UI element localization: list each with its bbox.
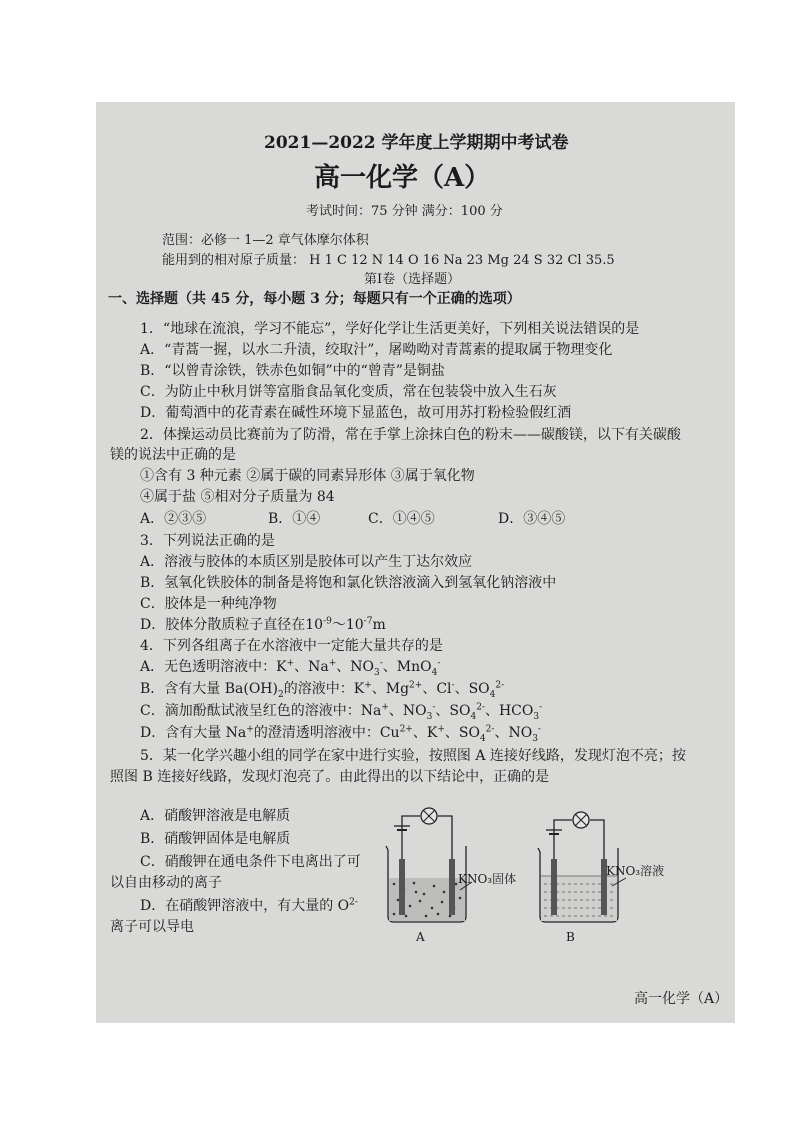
q3-d-unit: m bbox=[372, 617, 386, 633]
ion-sub: 4 bbox=[470, 711, 477, 722]
q4-b-prefix: B．含有大量 Ba(OH) bbox=[140, 681, 278, 697]
ion-charge: + bbox=[364, 680, 372, 691]
sep: 、 bbox=[371, 681, 386, 697]
q5-option-b: B．硝酸钾固体是电解质 bbox=[140, 831, 291, 847]
sep: 、 bbox=[412, 725, 427, 741]
q2-option-d: D．③④⑤ bbox=[498, 511, 566, 527]
ion-charge: - bbox=[451, 680, 455, 691]
ion-charge: + bbox=[437, 724, 445, 735]
q2-option-b: B．①④ bbox=[268, 511, 321, 527]
q3-d-ten: 10 bbox=[305, 617, 324, 633]
atomic-mass-list: 能用到的相对原子质量： H 1 C 12 N 14 O 16 Na 23 Mg 24 S 32 Cl 35.5 bbox=[162, 253, 615, 268]
section-title: 第Ⅰ卷（选择题） bbox=[364, 272, 461, 287]
exam-scope: 范围：必修一 1—2 章气体摩尔体积 bbox=[162, 233, 369, 248]
q4-option-a bbox=[140, 658, 440, 676]
ion-charge: 2- bbox=[495, 680, 505, 691]
q1-option-a: A．“青蒿一握，以水二升渍，绞取汁”，屠呦呦对青蒿素的提取属于物理变化 bbox=[140, 342, 613, 358]
ion-so: SO bbox=[449, 703, 471, 719]
q3-option-d bbox=[140, 616, 386, 634]
q3-stem: 3．下列说法正确的是 bbox=[140, 533, 275, 549]
ion-charge: 2- bbox=[349, 897, 358, 908]
sep: 、 bbox=[484, 703, 499, 719]
q4-b-mid: 的溶液中：K bbox=[283, 681, 365, 697]
ion-sub: 3 bbox=[426, 711, 433, 722]
ion-sub: 2 bbox=[277, 689, 284, 700]
ion-charge: + bbox=[328, 658, 337, 669]
ion-mno: MnO bbox=[396, 659, 432, 675]
q3-option-b: B．氢氧化铁胶体的制备是将饱和氯化铁溶液滴入到氢氧化钠溶液中 bbox=[140, 575, 557, 591]
ion-charge: + bbox=[381, 702, 389, 713]
ion-sub: 4 bbox=[489, 689, 496, 700]
q2-option-c: C．①④⑤ bbox=[368, 511, 435, 527]
q3-d-tilde: ～ bbox=[331, 617, 346, 633]
part1-heading: 一、选择题（共 45 分，每小题 3 分；每题只有一个正确的选项） bbox=[108, 291, 521, 307]
sep: 、 bbox=[454, 681, 469, 697]
q5-stem-line2: 照图 B 连接好线路，发现灯泡亮了。由此得出的以下结论中，正确的是 bbox=[110, 769, 550, 785]
sep: 、 bbox=[444, 725, 459, 741]
ion-sub: 3 bbox=[533, 711, 540, 722]
q4-option-c bbox=[140, 702, 542, 720]
ion-so: SO bbox=[458, 725, 480, 741]
figure-a-caption: A bbox=[416, 930, 425, 944]
ion-cl: Cl bbox=[436, 681, 452, 697]
ion-charge: 2- bbox=[476, 702, 485, 713]
q1-option-b: B．“以曾青涂铁，铁赤色如铜”中的“曾青”是铜盐 bbox=[140, 363, 445, 379]
q2-statements-1: ①含有 3 种元素 ②属于碳的同素异形体 ③属于氧化物 bbox=[140, 468, 475, 484]
q4-d-prefix: D．含有大量 Na bbox=[140, 725, 247, 741]
q5-d-text: D．在硝酸钾溶液中，有大量的 O bbox=[140, 898, 350, 914]
q1-stem: 1．“地球在流浪，学习不能忘”，学好化学让生活更美好，下列相关说法错误的是 bbox=[140, 321, 640, 337]
q5-option-a: A．硝酸钾溶液是电解质 bbox=[140, 808, 291, 824]
ion-na: Na bbox=[308, 659, 329, 675]
ion-charge: - bbox=[432, 702, 436, 713]
ion-charge: - bbox=[537, 724, 541, 735]
q5-option-d-line2: 离子可以导电 bbox=[110, 919, 194, 935]
q3-option-c: C．胶体是一种纯净物 bbox=[140, 596, 277, 612]
q5-option-c-line1: C．硝酸钾在通电条件下电离出了可 bbox=[140, 854, 361, 870]
ion-sub: 4 bbox=[431, 667, 438, 678]
ion-charge: + bbox=[286, 658, 295, 669]
ion-charge: 2+ bbox=[399, 724, 413, 735]
q3-d-text: D．胶体分散质粒子直径在 bbox=[140, 617, 306, 633]
ion-charge: - bbox=[437, 658, 441, 669]
q3-d-exp2: -7 bbox=[363, 616, 373, 627]
q4-stem: 4．下列各组离子在水溶液中一定能大量共存的是 bbox=[140, 638, 443, 654]
sep: 、 bbox=[435, 703, 450, 719]
ion-charge: 2+ bbox=[409, 680, 423, 691]
q3-option-a: A．溶液与胶体的本质区别是胶体可以产生丁达尔效应 bbox=[140, 554, 473, 570]
q4-c-prefix: C．滴加酚酞试液呈红色的溶液中：Na bbox=[140, 703, 382, 719]
sep: 、 bbox=[382, 659, 397, 675]
q4-option-d bbox=[140, 724, 541, 742]
sep: 、 bbox=[494, 725, 509, 741]
q2-option-a: A．②③⑤ bbox=[140, 511, 207, 527]
ion-charge: - bbox=[379, 658, 383, 669]
q4-a-prefix: A．无色透明溶液中：K bbox=[140, 659, 287, 675]
figure-b-caption: B bbox=[566, 930, 575, 944]
q4-d-mid: 的澄清透明溶液中：Cu bbox=[253, 725, 400, 741]
ion-charge: - bbox=[539, 702, 543, 713]
ion-sub: 3 bbox=[532, 733, 538, 744]
exam-time-score: 考试时间：75 分钟 满分：100 分 bbox=[306, 204, 503, 219]
ion-no: NO bbox=[350, 659, 375, 675]
sep: 、 bbox=[422, 681, 437, 697]
q3-d-exp1: -9 bbox=[323, 616, 332, 627]
q5-stem-line1: 5．某一化学兴趣小组的同学在家中进行实验，按照图 A 连接好线路，发现灯泡不亮；按 bbox=[140, 748, 686, 764]
exam-paper bbox=[96, 102, 735, 1023]
ion-no: NO bbox=[508, 725, 533, 741]
q1-option-d: D．葡萄酒中的花青素在碱性环境下显蓝色，故可用苏打粉检验假红酒 bbox=[140, 405, 572, 421]
footer-subject: 高一化学（A） bbox=[634, 991, 729, 1007]
ion-charge: + bbox=[246, 724, 254, 735]
ion-sub: 4 bbox=[479, 733, 486, 744]
ion-k: K bbox=[426, 725, 438, 741]
sep: 、 bbox=[336, 659, 351, 675]
q5-option-d-line1 bbox=[140, 897, 358, 915]
figure-b-label: KNO₃溶液 bbox=[606, 864, 665, 878]
q1-option-c: C．为防止中秋月饼等富脂食品氧化变质，常在包装袋中放入生石灰 bbox=[140, 384, 557, 400]
exam-title: 2021—2022 学年度上学期期中考试卷 bbox=[264, 133, 569, 153]
ion-hco: HCO bbox=[498, 703, 534, 719]
q2-statements-2: ④属于盐 ⑤相对分子质量为 84 bbox=[140, 489, 335, 505]
figure-a-label: KNO₃固体 bbox=[458, 872, 517, 886]
ion-sub: 3 bbox=[374, 667, 380, 678]
q2-stem-line1: 2．体操运动员比赛前为了防滑，常在手掌上涂抹白色的粉末——碳酸镁，以下有关碳酸 bbox=[140, 427, 681, 443]
q3-d-ten2: 10 bbox=[345, 617, 364, 633]
subject-title: 高一化学（A） bbox=[314, 163, 491, 193]
ion-no: NO bbox=[402, 703, 427, 719]
ion-so: SO bbox=[468, 681, 490, 697]
ion-charge: 2- bbox=[485, 724, 495, 735]
q4-option-b bbox=[140, 680, 504, 698]
ion-mg: Mg bbox=[385, 681, 410, 697]
q5-option-c-line2: 以自由移动的离子 bbox=[110, 875, 222, 891]
q2-stem-line2: 镁的说法中正确的是 bbox=[110, 447, 236, 463]
sep: 、 bbox=[388, 703, 403, 719]
figure-a-circuit bbox=[380, 804, 500, 934]
sep: 、 bbox=[294, 659, 309, 675]
